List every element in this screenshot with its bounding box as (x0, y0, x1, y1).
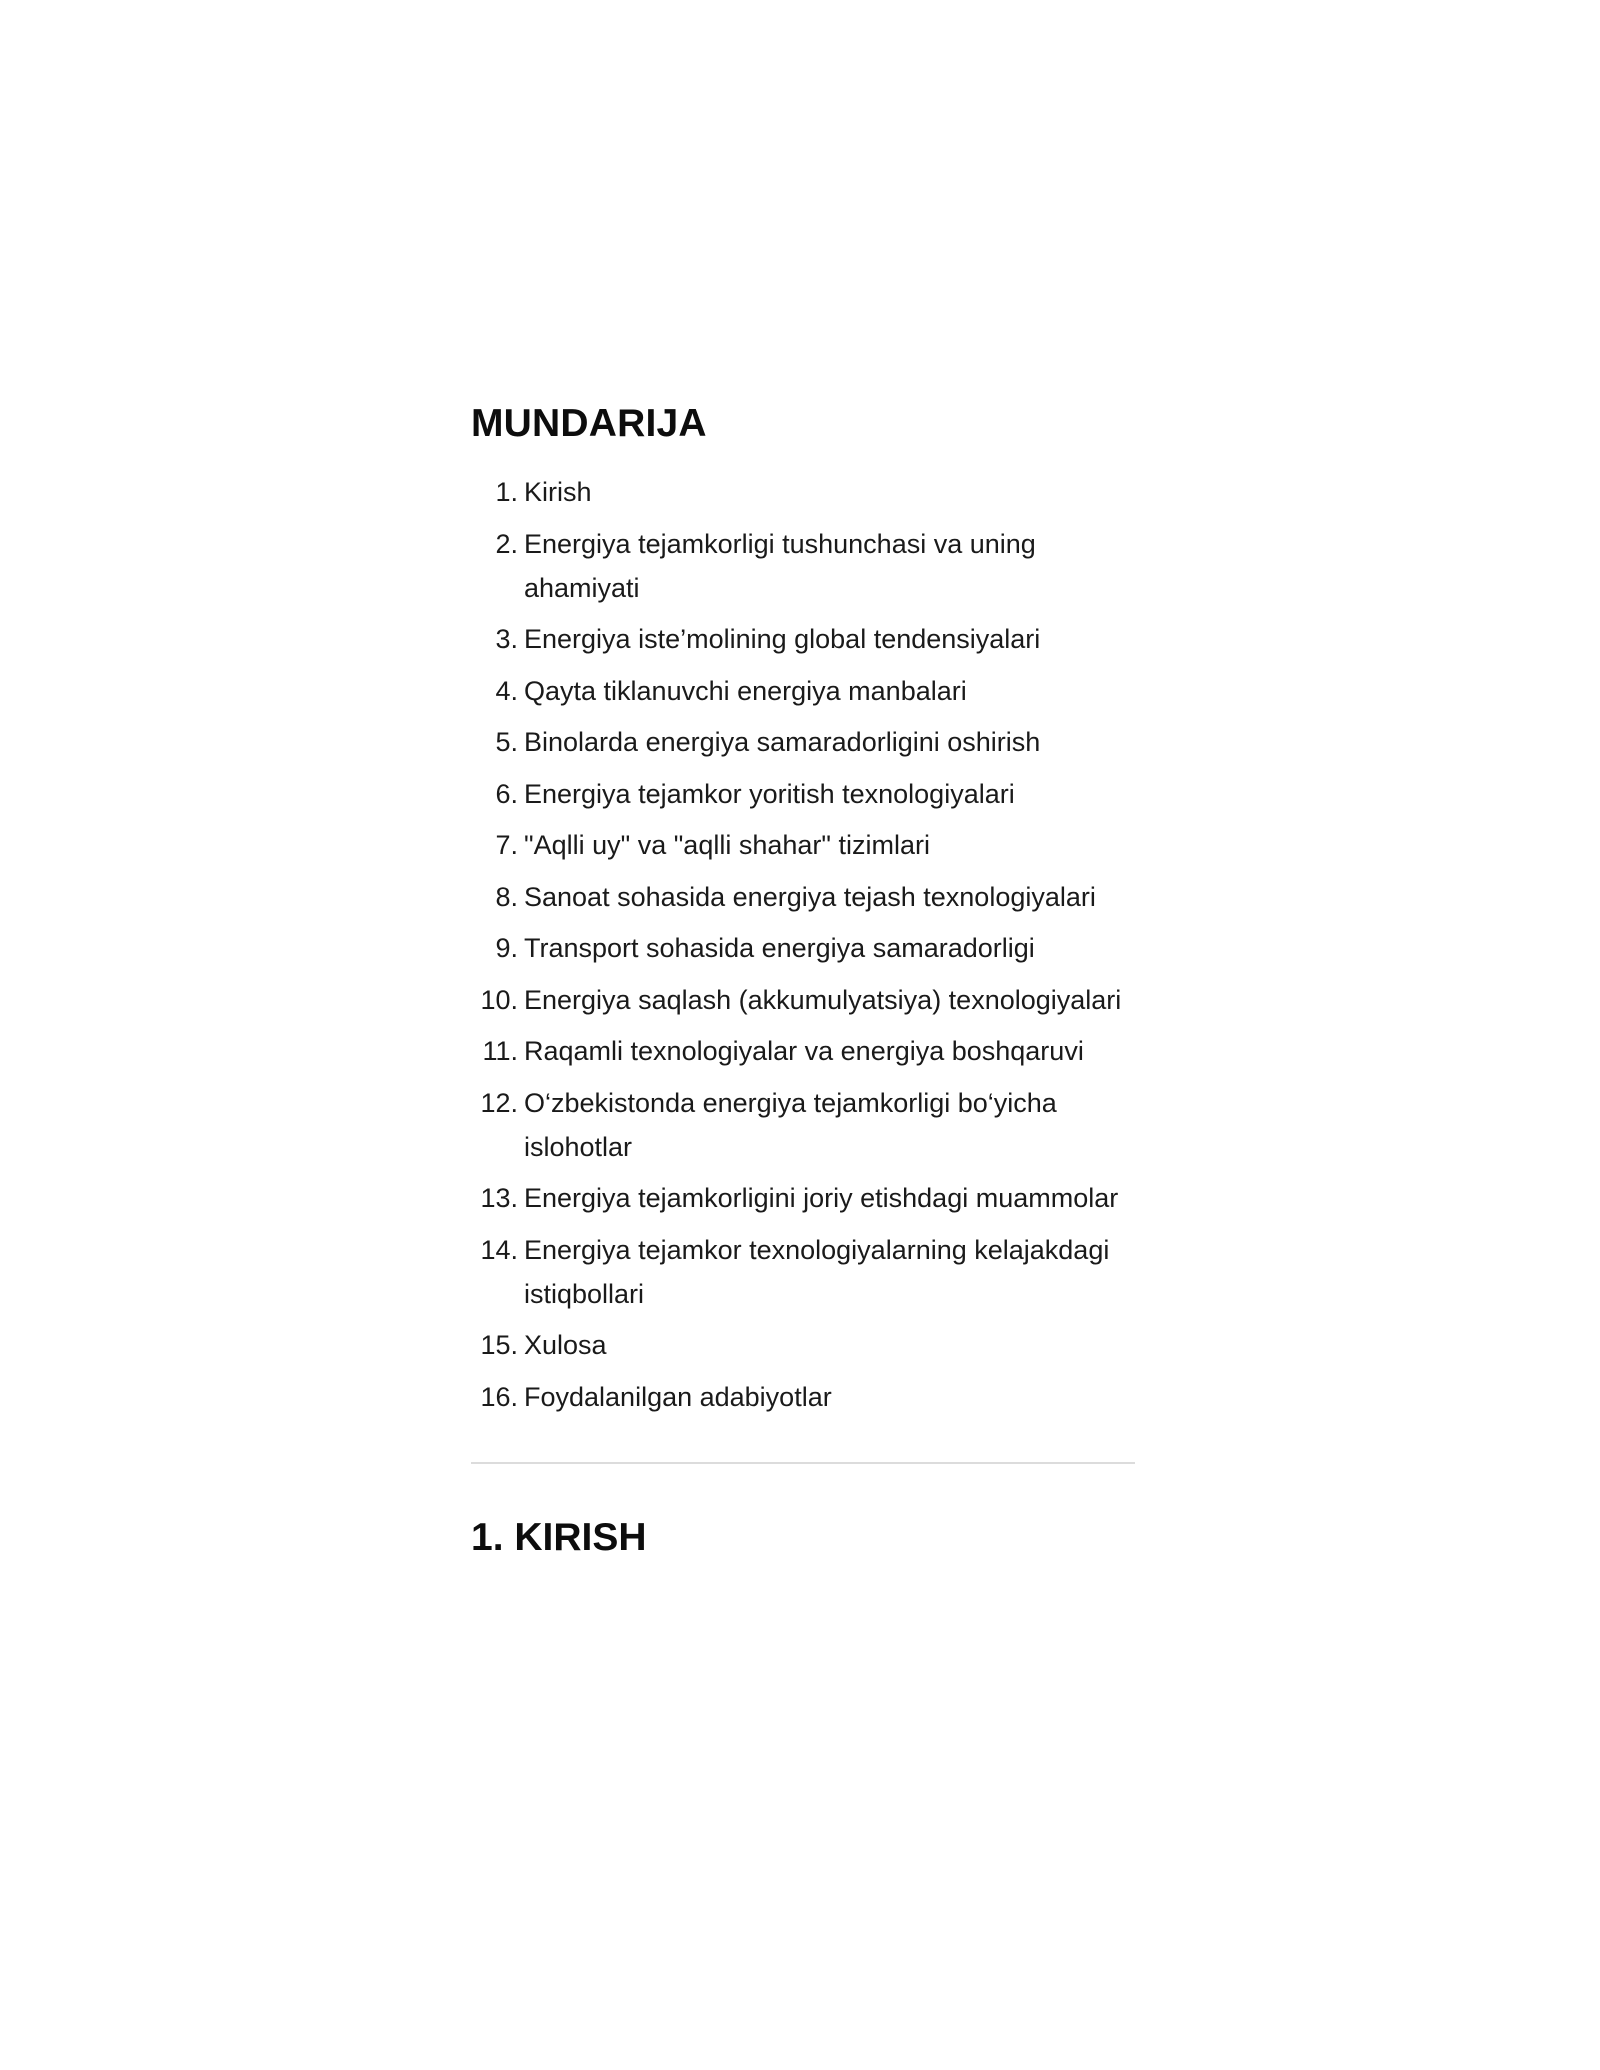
toc-item-text: Raqamli texnologiyalar va energiya boshqaruvi (524, 1036, 1084, 1066)
section-divider (471, 1462, 1135, 1464)
toc-item-number: 9. (495, 933, 518, 963)
toc-item-text: "Aqlli uy" va "aqlli shahar" tizimlari (524, 830, 930, 860)
toc-item-number: 15. (480, 1330, 518, 1360)
toc-item (471, 617, 1135, 661)
toc-item-number: 1. (495, 477, 518, 507)
toc-item-text: Energiya iste’molining global tendensiyalari (524, 624, 1041, 654)
toc-item (471, 823, 1135, 867)
document-page (471, 398, 1135, 1564)
toc-item (471, 720, 1135, 764)
toc-item-number: 14. (480, 1234, 518, 1265)
toc-item (471, 1323, 1135, 1367)
toc-item-number: 11. (482, 1036, 518, 1066)
toc-item-number: 2. (495, 528, 518, 559)
toc-item-number: 4. (495, 675, 518, 706)
toc-item-text: Energiya tejamkor texnologiyalarning kelajakdagi istiqbollari (524, 1234, 1110, 1309)
toc-item (471, 1375, 1135, 1419)
toc-item (471, 926, 1135, 970)
toc-item-number: 8. (495, 881, 518, 912)
toc-item (471, 1228, 1135, 1316)
toc-item-text: Energiya tejamkorligini joriy etishdagi muammolar (524, 1183, 1119, 1213)
toc-item-number: 5. (495, 727, 518, 757)
toc-item-text: Energiya tejamkorligi tushunchasi va uning ahamiyati (524, 528, 1036, 603)
toc-item (471, 669, 1135, 713)
toc-item (471, 772, 1135, 816)
toc-item (471, 470, 1135, 514)
toc-item-text: Kirish (524, 477, 592, 507)
toc-item (471, 978, 1135, 1022)
toc-item-text: Transport sohasida energiya samaradorligi (524, 933, 1035, 963)
toc-item (471, 875, 1135, 919)
toc-item-text: Binolarda energiya samaradorligini oshirish (524, 727, 1041, 757)
section-heading: 1. KIRISH (471, 1515, 647, 1559)
toc-item (471, 1176, 1135, 1220)
toc-item-number: 12. (480, 1087, 518, 1118)
toc-item (471, 1029, 1135, 1073)
toc-item-text: Energiya tejamkor yoritish texnologiyalari (524, 778, 1015, 809)
toc-item-text: Energiya saqlash (akkumulyatsiya) texnologiyalari (524, 984, 1122, 1015)
toc-item-number: 16. (480, 1381, 518, 1412)
toc-item-text: O‘zbekistonda energiya tejamkorligi bo‘yicha islohotlar (524, 1087, 1057, 1162)
toc-title: MUNDARIJA (471, 402, 707, 445)
toc-item (471, 522, 1135, 610)
toc-item-number: 6. (495, 778, 518, 809)
toc-item-text: Sanoat sohasida energiya tejash texnologiyalari (524, 881, 1096, 912)
toc-list (471, 470, 1135, 1419)
toc-item-number: 7. (495, 830, 518, 860)
toc-item-text: Qayta tiklanuvchi energiya manbalari (524, 675, 967, 706)
toc-item-number: 13. (480, 1183, 518, 1213)
toc-item-text: Foydalanilgan adabiyotlar (524, 1381, 832, 1412)
toc-item-number: 3. (495, 624, 518, 654)
toc-item-number: 10. (480, 984, 518, 1015)
toc-item (471, 1081, 1135, 1169)
toc-item-text: Xulosa (524, 1330, 607, 1360)
